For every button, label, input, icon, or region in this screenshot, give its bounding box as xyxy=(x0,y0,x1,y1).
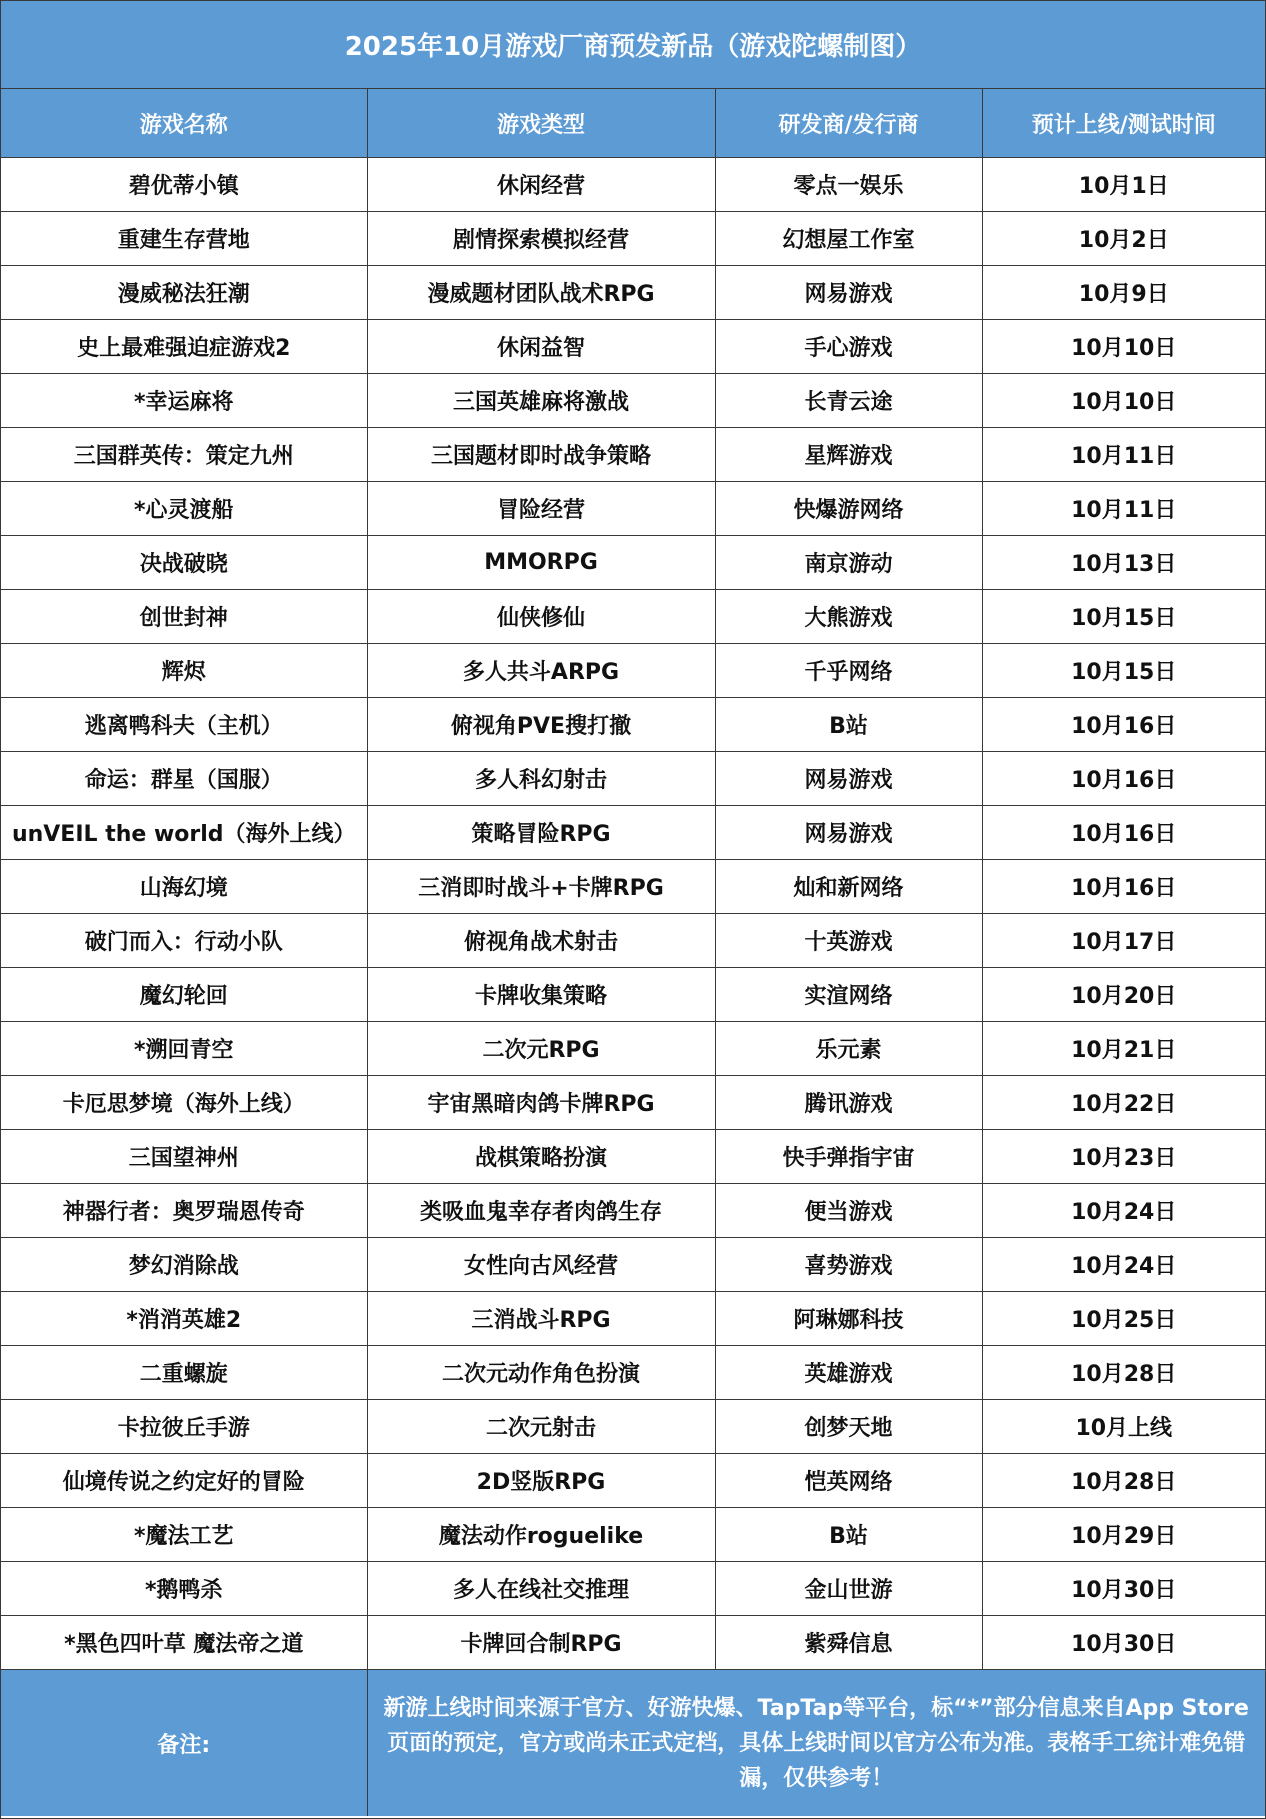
cell-game-name: unVEIL the world（海外上线） xyxy=(1,806,367,860)
cell-game-name: *黑色四叶草 魔法帝之道 xyxy=(1,1616,367,1670)
cell-game-name: 三国望神州 xyxy=(1,1130,367,1184)
table-row xyxy=(1,266,1265,320)
cell-game-type: 卡牌回合制RPG xyxy=(367,1616,715,1670)
cell-game-type: 三消即时战斗+卡牌RPG xyxy=(367,860,715,914)
cell-game-name: 神器行者：奥罗瑞恩传奇 xyxy=(1,1184,367,1238)
cell-game-type: 魔法动作roguelike xyxy=(367,1508,715,1562)
cell-game-type: 三国英雄麻将激战 xyxy=(367,374,715,428)
cell-game-name: 辉烬 xyxy=(1,644,367,698)
cell-release-date: 10月16日 xyxy=(982,806,1265,860)
cell-game-name: 重建生存营地 xyxy=(1,212,367,266)
cell-game-name: 逃离鸭科夫（主机） xyxy=(1,698,367,752)
cell-game-name: 仙境传说之约定好的冒险 xyxy=(1,1454,367,1508)
cell-release-date: 10月15日 xyxy=(982,644,1265,698)
cell-developer: 南京游动 xyxy=(715,536,982,590)
cell-developer: 腾讯游戏 xyxy=(715,1076,982,1130)
table-row xyxy=(1,1508,1265,1562)
cell-developer: 金山世游 xyxy=(715,1562,982,1616)
cell-developer: 喜势游戏 xyxy=(715,1238,982,1292)
table-row xyxy=(1,158,1265,212)
cell-game-type: 多人在线社交推理 xyxy=(367,1562,715,1616)
cell-release-date: 10月21日 xyxy=(982,1022,1265,1076)
table-row xyxy=(1,914,1265,968)
cell-developer: 大熊游戏 xyxy=(715,590,982,644)
cell-release-date: 10月25日 xyxy=(982,1292,1265,1346)
cell-game-name: 决战破晓 xyxy=(1,536,367,590)
cell-developer: 网易游戏 xyxy=(715,752,982,806)
cell-release-date: 10月24日 xyxy=(982,1184,1265,1238)
cell-game-name: *心灵渡船 xyxy=(1,482,367,536)
header-release-date: 预计上线/测试时间 xyxy=(982,89,1265,158)
release-table xyxy=(1,89,1265,1816)
table-row xyxy=(1,1562,1265,1616)
cell-game-type: 俯视角战术射击 xyxy=(367,914,715,968)
cell-developer: 快爆游网络 xyxy=(715,482,982,536)
cell-developer: 乐元素 xyxy=(715,1022,982,1076)
cell-game-type: 仙侠修仙 xyxy=(367,590,715,644)
cell-game-name: 山海幻境 xyxy=(1,860,367,914)
cell-developer: 十英游戏 xyxy=(715,914,982,968)
cell-release-date: 10月22日 xyxy=(982,1076,1265,1130)
cell-developer: 恺英网络 xyxy=(715,1454,982,1508)
table-row xyxy=(1,1130,1265,1184)
cell-game-type: 三国题材即时战争策略 xyxy=(367,428,715,482)
cell-developer: B站 xyxy=(715,698,982,752)
cell-game-type: 宇宙黑暗肉鸽卡牌RPG xyxy=(367,1076,715,1130)
cell-release-date: 10月16日 xyxy=(982,860,1265,914)
footer-row xyxy=(1,1670,1265,1817)
table-row xyxy=(1,698,1265,752)
cell-game-name: 魔幻轮回 xyxy=(1,968,367,1022)
cell-game-name: 碧优蒂小镇 xyxy=(1,158,367,212)
cell-developer: 长青云途 xyxy=(715,374,982,428)
cell-game-type: 女性向古风经营 xyxy=(367,1238,715,1292)
cell-release-date: 10月上线 xyxy=(982,1400,1265,1454)
cell-game-type: 二次元射击 xyxy=(367,1400,715,1454)
cell-game-name: 创世封神 xyxy=(1,590,367,644)
cell-game-type: 策略冒险RPG xyxy=(367,806,715,860)
cell-game-name: 命运：群星（国服） xyxy=(1,752,367,806)
cell-game-type: 二次元RPG xyxy=(367,1022,715,1076)
cell-game-type: 多人科幻射击 xyxy=(367,752,715,806)
cell-game-name: 三国群英传：策定九州 xyxy=(1,428,367,482)
table-row xyxy=(1,374,1265,428)
table-row xyxy=(1,1076,1265,1130)
cell-game-type: 战棋策略扮演 xyxy=(367,1130,715,1184)
cell-release-date: 10月10日 xyxy=(982,320,1265,374)
cell-game-name: *幸运麻将 xyxy=(1,374,367,428)
cell-release-date: 10月29日 xyxy=(982,1508,1265,1562)
cell-game-type: 休闲益智 xyxy=(367,320,715,374)
cell-release-date: 10月13日 xyxy=(982,536,1265,590)
cell-developer: 零点一娱乐 xyxy=(715,158,982,212)
table-row xyxy=(1,320,1265,374)
cell-release-date: 10月30日 xyxy=(982,1616,1265,1670)
cell-game-type: 休闲经营 xyxy=(367,158,715,212)
cell-game-name: 梦幻消除战 xyxy=(1,1238,367,1292)
header-developer: 研发商/发行商 xyxy=(715,89,982,158)
cell-game-type: 漫威题材团队战术RPG xyxy=(367,266,715,320)
cell-game-name: 卡拉彼丘手游 xyxy=(1,1400,367,1454)
table-row xyxy=(1,482,1265,536)
table-row xyxy=(1,1616,1265,1670)
footer-note: 新游上线时间来源于官方、好游快爆、TapTap等平台，标“*”部分信息来自App Store页面的预定，官方或尚未正式定档，具体上线时间以官方公布为准。表格手工统计难免错漏，仅供参考！ xyxy=(367,1670,1265,1817)
table-row xyxy=(1,590,1265,644)
cell-game-name: *鹅鸭杀 xyxy=(1,1562,367,1616)
table-row xyxy=(1,1454,1265,1508)
cell-release-date: 10月28日 xyxy=(982,1346,1265,1400)
cell-release-date: 10月10日 xyxy=(982,374,1265,428)
cell-release-date: 10月15日 xyxy=(982,590,1265,644)
cell-developer: 创梦天地 xyxy=(715,1400,982,1454)
cell-game-type: 2D竖版RPG xyxy=(367,1454,715,1508)
cell-developer: 幻想屋工作室 xyxy=(715,212,982,266)
cell-release-date: 10月11日 xyxy=(982,482,1265,536)
cell-game-name: 破门而入：行动小队 xyxy=(1,914,367,968)
cell-developer: 手心游戏 xyxy=(715,320,982,374)
cell-release-date: 10月30日 xyxy=(982,1562,1265,1616)
table-row xyxy=(1,644,1265,698)
cell-release-date: 10月17日 xyxy=(982,914,1265,968)
cell-game-type: MMORPG xyxy=(367,536,715,590)
cell-release-date: 10月11日 xyxy=(982,428,1265,482)
table-row xyxy=(1,752,1265,806)
cell-game-name: *消消英雄2 xyxy=(1,1292,367,1346)
cell-game-name: *魔法工艺 xyxy=(1,1508,367,1562)
cell-developer: 便当游戏 xyxy=(715,1184,982,1238)
table-row xyxy=(1,1346,1265,1400)
cell-game-name: 卡厄思梦境（海外上线） xyxy=(1,1076,367,1130)
cell-release-date: 10月24日 xyxy=(982,1238,1265,1292)
cell-developer: 星辉游戏 xyxy=(715,428,982,482)
cell-game-type: 剧情探索模拟经营 xyxy=(367,212,715,266)
table-row xyxy=(1,428,1265,482)
table-row xyxy=(1,860,1265,914)
cell-game-type: 三消战斗RPG xyxy=(367,1292,715,1346)
header-game-name: 游戏名称 xyxy=(1,89,367,158)
table-row xyxy=(1,1238,1265,1292)
cell-game-type: 卡牌收集策略 xyxy=(367,968,715,1022)
cell-release-date: 10月9日 xyxy=(982,266,1265,320)
sheet-title: 2025年10月游戏厂商预发新品（游戏陀螺制图） xyxy=(1,1,1265,89)
cell-game-type: 类吸血鬼幸存者肉鸽生存 xyxy=(367,1184,715,1238)
table-row xyxy=(1,968,1265,1022)
table-row xyxy=(1,1400,1265,1454)
cell-developer: 阿琳娜科技 xyxy=(715,1292,982,1346)
header-row xyxy=(1,89,1265,158)
cell-game-type: 冒险经营 xyxy=(367,482,715,536)
cell-developer: 网易游戏 xyxy=(715,806,982,860)
cell-developer: 网易游戏 xyxy=(715,266,982,320)
cell-developer: 千乎网络 xyxy=(715,644,982,698)
cell-release-date: 10月28日 xyxy=(982,1454,1265,1508)
table-row xyxy=(1,1292,1265,1346)
cell-developer: 实渲网络 xyxy=(715,968,982,1022)
cell-release-date: 10月2日 xyxy=(982,212,1265,266)
cell-developer: 快手弹指宇宙 xyxy=(715,1130,982,1184)
cell-release-date: 10月16日 xyxy=(982,752,1265,806)
cell-game-name: 二重螺旋 xyxy=(1,1346,367,1400)
cell-developer: 灿和新网络 xyxy=(715,860,982,914)
cell-release-date: 10月20日 xyxy=(982,968,1265,1022)
cell-game-type: 二次元动作角色扮演 xyxy=(367,1346,715,1400)
cell-game-type: 多人共斗ARPG xyxy=(367,644,715,698)
cell-game-name: 漫威秘法狂潮 xyxy=(1,266,367,320)
table-row xyxy=(1,806,1265,860)
cell-release-date: 10月16日 xyxy=(982,698,1265,752)
header-game-type: 游戏类型 xyxy=(367,89,715,158)
cell-developer: B站 xyxy=(715,1508,982,1562)
cell-game-type: 俯视角PVE搜打撤 xyxy=(367,698,715,752)
cell-developer: 紫舜信息 xyxy=(715,1616,982,1670)
cell-game-name: *溯回青空 xyxy=(1,1022,367,1076)
cell-game-name: 史上最难强迫症游戏2 xyxy=(1,320,367,374)
table-row xyxy=(1,1022,1265,1076)
table-row xyxy=(1,1184,1265,1238)
footer-label: 备注: xyxy=(1,1670,367,1817)
table-row xyxy=(1,536,1265,590)
table-row xyxy=(1,212,1265,266)
cell-developer: 英雄游戏 xyxy=(715,1346,982,1400)
cell-release-date: 10月23日 xyxy=(982,1130,1265,1184)
cell-release-date: 10月1日 xyxy=(982,158,1265,212)
